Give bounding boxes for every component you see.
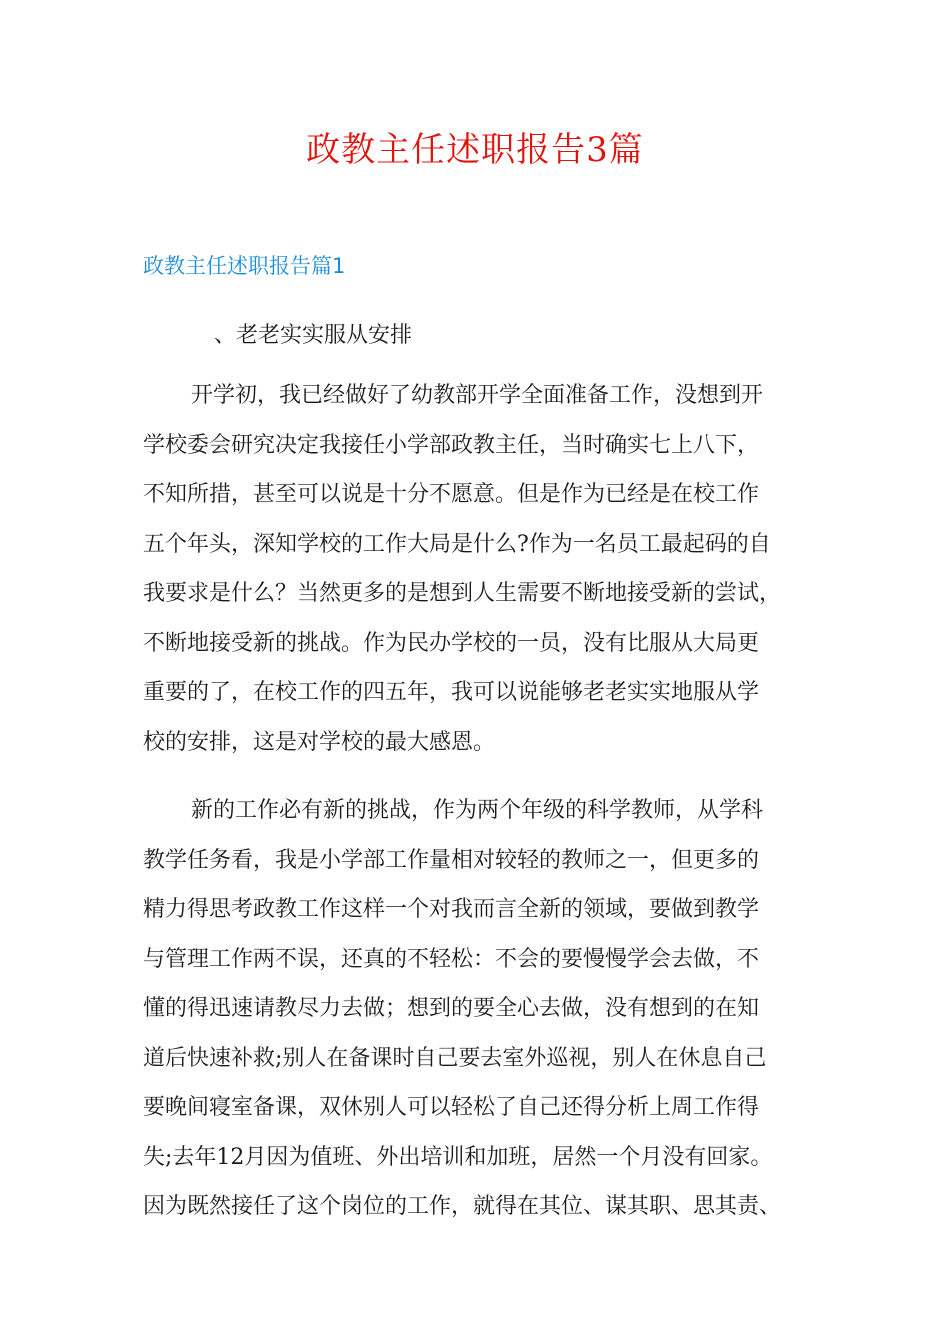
paragraph-line: 要晚间寝室备课，双休别人可以轻松了自己还得分析上周工作得 <box>143 1095 760 1120</box>
paragraph-line: 道后快速补救;别人在备课时自己要去室外巡视，别人在休息自己 <box>143 1045 767 1071</box>
paragraph-line: 新的工作必有新的挑战，作为两个年级的科学教师，从学科 <box>191 798 764 823</box>
paragraph-2 <box>143 786 833 1232</box>
paragraph-line: 五个年头，深知学校的工作大局是什么?作为一名员工最起码的自 <box>143 531 771 557</box>
paragraph-line: 开学初，我已经做好了幼教部开学全面准备工作，没想到开 <box>191 383 764 408</box>
section-heading: 政教主任述职报告篇1 <box>143 254 346 278</box>
paragraph-line: 我要求是什么？当然更多的是想到人生需要不断地接受新的尝试， <box>143 581 782 606</box>
paragraph-line: 学校委会研究决定我接任小学部政教主任，当时确实七上八下， <box>143 432 760 458</box>
paragraph-1 <box>143 371 833 767</box>
paragraph-line: 校的安排，这是对学校的最大感恩。 <box>143 729 496 755</box>
paragraph-line: 教学任务看，我是小学部工作量相对较轻的教师之一，但更多的 <box>143 847 760 873</box>
paragraph-line: 与管理工作两不误，还真的不轻松：不会的要慢慢学会去做，不 <box>143 946 760 972</box>
paragraph-line: 失;去年12月因为值班、外出培训和加班，居然一个月没有回家。 <box>143 1144 773 1170</box>
paragraph-line: 不断地接受新的挑战。作为民办学校的一员，没有比服从大局更 <box>143 630 760 656</box>
paragraph-line: 精力得思考政教工作这样一个对我而言全新的领域，要做到教学 <box>143 897 760 922</box>
document-title: 政教主任述职报告3篇 <box>306 130 644 170</box>
paragraph-line: 重要的了，在校工作的四五年，我可以说能够老老实实地服从学 <box>143 680 760 705</box>
paragraph-line: 不知所措，甚至可以说是十分不愿意。但是作为已经是在校工作 <box>143 482 760 507</box>
paragraph-line: 懂的得迅速请教尽力去做；想到的要全心去做，没有想到的在知 <box>143 996 760 1021</box>
sub-heading: 、老老实实服从安排 <box>214 323 413 348</box>
paragraph-line: 因为既然接任了这个岗位的工作，就得在其位、谋其职、思其责、 <box>143 1194 782 1219</box>
